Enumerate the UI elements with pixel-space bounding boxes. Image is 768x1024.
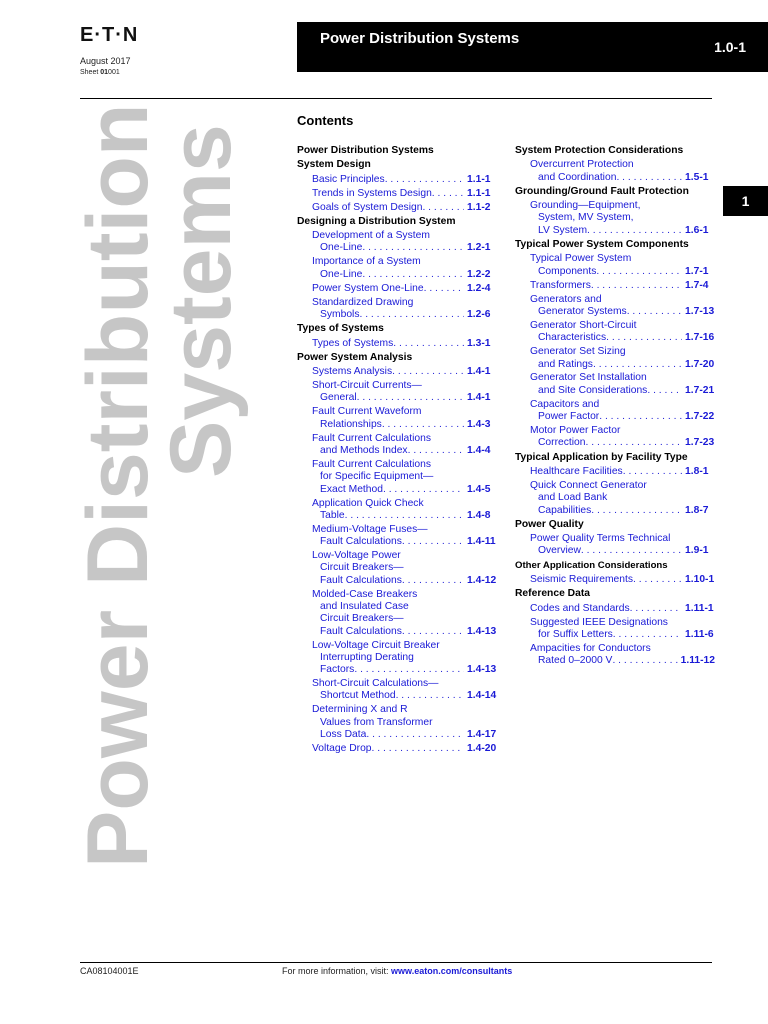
toc-entry-text: Voltage Drop: [312, 743, 372, 755]
toc-page-number: 1.7-21: [685, 384, 715, 396]
toc-entry-link[interactable]: [515, 346, 715, 371]
toc-entry-text: Generators and: [530, 293, 602, 305]
dot-leader: [623, 466, 682, 478]
dot-leader: [402, 536, 464, 548]
dot-leader: [647, 385, 682, 397]
dot-leader: [362, 269, 464, 281]
toc-page-number: 1.1-1: [467, 173, 491, 185]
toc-page-number: 1.4-1: [467, 366, 491, 378]
toc-entry-text: Overcurrent Protection: [530, 159, 634, 171]
toc-entry-text: Seismic Requirements: [530, 574, 634, 585]
toc-entry-text: Components: [538, 265, 597, 277]
section-tab[interactable]: 1: [723, 186, 768, 216]
toc-entry-text: Types of Systems: [312, 337, 394, 349]
sheet-prefix: Sheet: [80, 69, 101, 76]
dot-leader: [366, 729, 464, 741]
toc-entry-link[interactable]: [515, 280, 715, 292]
toc-page-number: 1.2-2: [467, 268, 491, 280]
toc-entry-text: Goals of System Design: [312, 201, 423, 213]
toc-page-number: 1.7-22: [685, 411, 715, 423]
footer-url-link[interactable]: www.eaton.com/consultants: [391, 966, 513, 976]
toc-entry-text: Transformers: [530, 279, 591, 291]
toc-entry-text: Fault Calculations: [320, 625, 402, 637]
dot-leader: [581, 545, 682, 557]
toc-page-number: 1.11-6: [685, 628, 714, 640]
dot-leader: [633, 574, 682, 586]
dot-leader: [591, 280, 682, 292]
toc-entry-link[interactable]: [297, 283, 497, 295]
toc-entry-text: and Methods Index: [320, 445, 408, 457]
toc-section-heading: Grounding/Ground Fault Protection: [515, 185, 689, 197]
toc-entry-link[interactable]: [297, 433, 497, 458]
toc-entry-link[interactable]: [297, 704, 497, 741]
toc-entry-text: Overview: [538, 545, 581, 557]
toc-entry-link[interactable]: [515, 533, 715, 558]
contents-column-2: [515, 143, 715, 669]
toc-entry-text: Power System One-Line: [312, 282, 424, 294]
dot-leader: [586, 437, 683, 449]
toc-page-number: 1.7-1: [685, 265, 709, 277]
eaton-logo: E·T·N: [80, 24, 139, 46]
toc-entry-link[interactable]: [297, 589, 497, 638]
dot-leader: [354, 664, 464, 676]
toc-section-heading: Power Distribution Systems: [297, 145, 434, 156]
toc-page-number: 1.1-1: [467, 187, 491, 199]
toc-entry-text: Determining X and R: [312, 704, 408, 716]
dot-leader: [593, 359, 682, 371]
toc-entry-text: Development of a System: [312, 230, 430, 242]
contents-column-1: [297, 143, 497, 757]
toc-entry-link[interactable]: [297, 202, 497, 214]
toc-entry-text: Molded-Case Breakers: [312, 588, 418, 600]
toc-entry-text: Short-Circuit Currents—: [312, 380, 422, 392]
dot-leader: [422, 202, 464, 214]
toc-entry-text: Motor Power Factor: [530, 425, 621, 437]
toc-entry-link[interactable]: [297, 338, 497, 350]
toc-page-number: 1.8-1: [685, 465, 709, 477]
toc-entry-text: Circuit Breakers—: [320, 562, 404, 574]
contents-heading: Contents: [297, 113, 354, 128]
toc-entry-text: Generator Set Installation: [530, 372, 647, 384]
toc-entry-text: Low-Voltage Power: [312, 550, 401, 562]
toc-entry-link[interactable]: [515, 372, 715, 397]
toc-entry-text: Fault Calculations: [320, 536, 402, 548]
dot-leader: [359, 309, 464, 321]
toc-entry-text: and Ratings: [538, 358, 593, 370]
sheet-number: [80, 69, 120, 76]
toc-entry-link[interactable]: [515, 603, 715, 615]
toc-entry-text: Trends in Systems Design: [312, 187, 432, 199]
toc-section-heading: System Design: [297, 159, 371, 171]
toc-section-heading: Other Application Considerations: [515, 559, 668, 571]
toc-entry-link[interactable]: [297, 550, 497, 587]
toc-entry-text: LV System: [538, 224, 588, 236]
toc-entry-link[interactable]: [297, 743, 497, 755]
toc-entry-text: Healthcare Facilities: [530, 465, 623, 477]
toc-page-number: 1.9-1: [685, 545, 709, 557]
toc-entry-text: Symbols: [320, 309, 360, 320]
toc-entry-text: Generator Set Sizing: [530, 346, 626, 358]
toc-page-number: 1.4-8: [467, 509, 491, 521]
toc-entry-text: Fault Calculations: [320, 574, 402, 586]
toc-entry-link[interactable]: [297, 366, 497, 378]
dot-leader: [362, 242, 464, 254]
title-bar: [297, 22, 768, 72]
toc-entry-link[interactable]: [297, 256, 497, 281]
toc-entry-link[interactable]: [515, 425, 715, 450]
dot-leader: [372, 743, 464, 755]
toc-entry-text: and Load Bank: [538, 492, 608, 504]
toc-entry-text: Values from Transformer: [320, 716, 433, 728]
toc-entry-link[interactable]: [515, 466, 715, 478]
toc-entry-link[interactable]: [515, 643, 715, 668]
dot-leader: [613, 629, 682, 641]
toc-section-heading: Types of Systems: [297, 323, 384, 335]
dot-leader: [630, 603, 682, 615]
toc-entry-text: Relationships: [320, 418, 382, 430]
toc-page-number: 1.8-7: [685, 504, 709, 516]
toc-page-number: 1.3-1: [467, 337, 491, 349]
toc-entry-text: and Coordination: [538, 171, 617, 183]
toc-entry-link[interactable]: [515, 294, 715, 319]
dot-leader: [392, 366, 464, 378]
toc-entry-text: Fault Current Calculations: [312, 459, 432, 471]
toc-entry-text: Correction: [538, 437, 586, 449]
toc-page-number: 1.11-12: [680, 655, 715, 667]
toc-entry-text: One-Line: [320, 268, 363, 280]
dot-leader: [627, 306, 682, 318]
toc-section-heading: Reference Data: [515, 588, 590, 600]
toc-page-number: 1.7-4: [685, 279, 709, 291]
toc-page-number: 1.4-4: [467, 445, 491, 457]
dot-leader: [408, 445, 464, 457]
bottom-divider: [80, 962, 712, 963]
toc-page-number: 1.2-1: [467, 242, 491, 254]
toc-entry-link[interactable]: [297, 230, 497, 255]
toc-page-number: 1.7-23: [685, 437, 715, 449]
toc-page-number: 1.11-1: [685, 602, 714, 614]
toc-entry-link[interactable]: [297, 524, 497, 549]
toc-entry-link[interactable]: [297, 678, 497, 703]
catalog-code: CA08104001E: [80, 966, 139, 976]
dot-leader: [432, 188, 464, 200]
toc-entry-link[interactable]: [297, 380, 497, 405]
dot-leader: [591, 505, 682, 517]
toc-entry-text: Typical Power System: [530, 253, 632, 265]
toc-entry-text: Characteristics: [538, 332, 607, 344]
toc-entry-text: Quick Connect Generator: [530, 479, 647, 491]
dot-leader: [606, 332, 682, 344]
toc-entry-text: Loss Data: [320, 729, 367, 741]
toc-entry-text: for Specific Equipment—: [320, 471, 434, 483]
dot-leader: [402, 626, 464, 638]
top-divider: [80, 98, 712, 99]
toc-section-heading: Typical Application by Facility Type: [515, 451, 688, 463]
toc-page-number: 1.4-5: [467, 483, 491, 495]
dot-leader: [599, 411, 682, 423]
toc-entry-link[interactable]: [515, 617, 715, 642]
vertical-title-line1: Power Distribution: [70, 103, 166, 868]
toc-entry-text: Rated 0–2000 V: [538, 655, 613, 667]
toc-entry-link[interactable]: [297, 188, 497, 200]
toc-entry-text: Low-Voltage Circuit Breaker: [312, 639, 440, 651]
toc-entry-text: Capacitors and: [530, 398, 600, 410]
dot-leader: [402, 575, 464, 587]
dot-leader: [393, 338, 464, 350]
dot-leader: [396, 690, 464, 702]
toc-section-heading: Power System Analysis: [297, 351, 413, 363]
toc-page-number: 1.4-1: [467, 392, 491, 404]
toc-entry-text: Medium-Voltage Fuses—: [312, 523, 428, 535]
dot-leader: [345, 510, 464, 522]
toc-entry-text: Standardized Drawing: [312, 296, 414, 308]
toc-entry-link[interactable]: [515, 159, 715, 184]
toc-page-number: 1.7-20: [685, 358, 715, 370]
toc-page-number: 1.1-2: [467, 201, 491, 213]
toc-entry-text: System, MV System,: [538, 212, 634, 224]
toc-entry-text: Shortcut Method: [320, 690, 396, 702]
toc-entry-text: Exact Method: [320, 483, 383, 495]
toc-entry-link[interactable]: [515, 399, 715, 424]
toc-section-heading: System Protection Considerations: [515, 145, 684, 156]
toc-page-number: 1.7-13: [685, 305, 715, 317]
toc-entry-link[interactable]: [297, 498, 497, 523]
toc-entry-text: Interrupting Derating: [320, 651, 414, 663]
toc-entry-text: Codes and Standards: [530, 602, 630, 614]
publication-date: August 2017: [80, 56, 131, 66]
dot-leader: [612, 655, 677, 667]
toc-page-number: 1.4-11: [467, 536, 496, 548]
toc-entry-text: Power Factor: [538, 411, 600, 423]
toc-entry-text: Factors: [320, 664, 355, 676]
sheet-suffix: 001: [108, 69, 120, 76]
toc-page-number: 1.2-4: [467, 282, 491, 294]
toc-page-number: 1.4-14: [467, 690, 497, 702]
toc-entry-link[interactable]: [515, 574, 715, 586]
toc-entry-link[interactable]: [515, 253, 715, 278]
toc-entry-link[interactable]: [515, 480, 715, 517]
toc-entry-text: General: [320, 392, 357, 404]
sheet-bold: 01: [100, 69, 109, 76]
toc-page-number: 1.4-13: [467, 625, 497, 637]
bar-title: Power Distribution Systems: [320, 30, 520, 47]
toc-entry-text: Suggested IEEE Designations: [530, 616, 668, 628]
dot-leader: [616, 172, 682, 184]
toc-page-number: 1.5-1: [685, 171, 709, 183]
toc-entry-text: One-Line: [320, 242, 363, 254]
toc-entry-link[interactable]: [297, 297, 497, 322]
toc-section-heading: Power Quality: [515, 518, 584, 530]
toc-entry-text: Table: [320, 509, 345, 521]
page-number: 1.0-1: [714, 39, 746, 55]
toc-entry-text: Fault Current Calculations: [312, 432, 432, 444]
toc-page-number: 1.6-1: [685, 224, 709, 236]
toc-entry-text: Fault Current Waveform: [312, 406, 422, 418]
dot-leader: [357, 392, 464, 404]
toc-section-heading: Designing a Distribution System: [297, 215, 456, 227]
toc-entry-link[interactable]: [515, 200, 715, 237]
footer-info-text: For more information, visit:: [282, 966, 392, 976]
dot-leader: [424, 283, 464, 295]
toc-entry-text: Systems Analysis: [312, 366, 393, 378]
toc-entry-text: Short-Circuit Calculations—: [312, 678, 439, 690]
dot-leader: [587, 225, 682, 237]
toc-entry-text: Application Quick Check: [312, 497, 424, 509]
toc-entry-text: and Site Considerations: [538, 384, 648, 396]
toc-entry-text: for Suffix Letters: [538, 628, 613, 640]
toc-entry-link[interactable]: [297, 640, 497, 677]
toc-page-number: 1.7-16: [685, 332, 715, 344]
toc-page-number: 1.4-12: [467, 574, 497, 586]
vertical-title-line2: Systems: [153, 124, 249, 478]
toc-entry-text: Importance of a System: [312, 256, 421, 268]
toc-entry-link[interactable]: [297, 174, 497, 186]
dot-leader: [382, 419, 464, 431]
toc-entry-text: Basic Principles: [312, 173, 385, 185]
toc-page-number: 1.4-20: [467, 743, 497, 755]
toc-entry-link[interactable]: [515, 320, 715, 345]
toc-page-number: 1.4-3: [467, 418, 491, 430]
toc-page-number: 1.4-13: [467, 664, 497, 676]
toc-entry-text: Generator Short-Circuit: [530, 319, 637, 331]
toc-page-number: 1.4-17: [467, 729, 497, 741]
toc-entry-text: Generator Systems: [538, 305, 627, 317]
toc-page-number: 1.10-1: [685, 574, 715, 585]
dot-leader: [385, 174, 464, 186]
toc-page-number: 1.2-6: [467, 309, 491, 320]
dot-leader: [383, 484, 464, 496]
toc-entry-text: Ampacities for Conductors: [530, 642, 651, 654]
toc-entry-text: Power Quality Terms Technical: [530, 533, 671, 545]
toc-entry-text: Capabilities: [538, 504, 592, 516]
dot-leader: [596, 266, 682, 278]
toc-entry-text: Circuit Breakers—: [320, 613, 404, 625]
toc-entry-text: and Insulated Case: [320, 601, 409, 613]
toc-entry-text: Grounding—Equipment,: [530, 200, 641, 212]
footer-info: [282, 966, 512, 976]
toc-entry-link[interactable]: [297, 459, 497, 496]
toc-entry-link[interactable]: [297, 406, 497, 431]
toc-section-heading: Typical Power System Components: [515, 239, 689, 251]
